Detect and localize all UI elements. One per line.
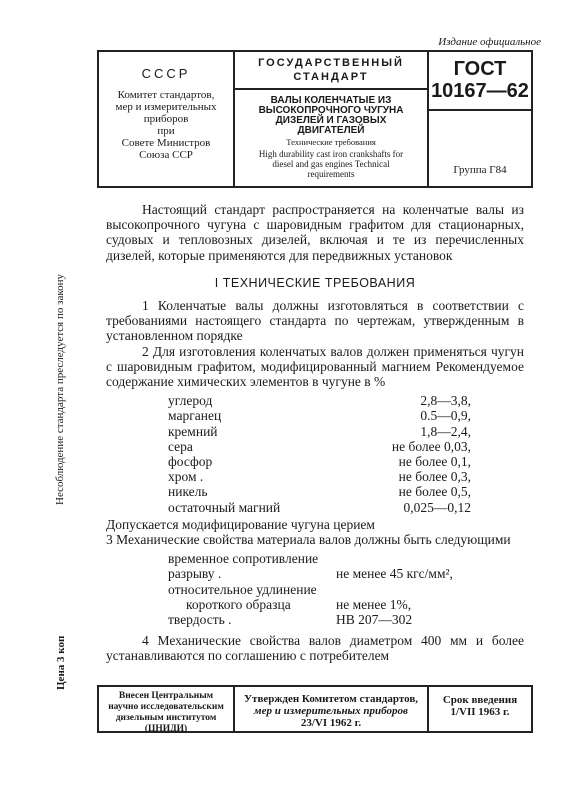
issuer-cell [99,52,235,186]
group-code: Группа Г84 [453,164,507,176]
chem-row: хром . не более 0,3, [168,469,471,485]
item-2: 2 Для изготовления коленчатых валов должен применяться чугун с шаровидным графитом, модифицированный магнием Рекомендуемое содержание химических элементов в чугуне в % [106,343,524,390]
mech-row: твердость . НВ 207—302 [168,611,413,627]
chemistry-list [106,393,524,515]
item-1: 1 Коленчатые валы должны изготовляться в соответствии с требованиями настоящего стандарта по чертежам, утвержденным в установленном порядке [106,298,524,344]
intro-paragraph: Настоящий стандарт распространяется на коленчатые валы из высокопрочного чугуна с шаровидным графитом для стационарных, судовых и тепловозных дизелей, включая и те из перечисленных дизелей, которые применяются для передвижных установок [106,202,524,263]
edition-note: Издание официальное [438,36,541,48]
chem-row: остаточный магний 0,025—0,12 [168,499,471,515]
item-4: 4 Механические свойства валов диаметром 400 мм и более устанавливаются по соглашению с потребителем [106,633,524,664]
section-title: I ТЕХНИЧЕСКИЕ ТРЕБОВАНИЯ [214,275,416,290]
chem-row: никель не более 0,5, [168,484,471,500]
chem-row: углерод 2,8—3,8, [168,393,471,409]
chem-row: фосфор не более 0,1, [168,453,471,469]
document-body [106,202,524,663]
state-standard-label: ГОСУДАРСТВЕННЫЙ СТАНДАРТ [235,56,427,90]
chem-row: кремний 1,8—2,4, [168,423,471,439]
gost-label: ГОСТ [453,58,507,80]
side-legal-note: Несоблюдение стандарта преследуется по закону [54,274,66,505]
committee-name: Комитет стандартов, мер и измерительных приборов при Совете Министров Союза ССР [115,89,217,161]
standard-subtitle: Технические требования [286,137,376,147]
mechanical-list [106,551,524,627]
introduced-by-cell: Внесен Центральным научно исследовательским дизельным институтом (ЦНИДИ) [99,687,235,731]
ussr-label: СССР [141,66,191,81]
cerium-note: Допускается модифицирование чугуна церием [106,516,375,532]
item-3: 3 Механические свойства материала валов должны быть следующими [106,531,511,547]
approved-by-cell: Утвержден Комитетом стандартов, мер и измерительных приборов 23/VI 1962 г. [235,687,429,731]
standard-title-ru: ВАЛЫ КОЛЕНЧАТЫЕ ИЗ ВЫСОКОПРОЧНОГО ЧУГУНА ДИЗЕЛЕЙ И ГАЗОВЫХ ДВИГАТЕЛЕЙ [258,95,404,136]
mech-row: разрыву . не менее 45 кгс/мм², [168,566,453,582]
footer-table [97,685,533,733]
mech-row: короткого образца не менее 1%, [186,596,412,612]
title-cell [235,52,429,186]
chem-row: сера не более 0,03, [168,438,471,454]
gost-divider [429,109,531,111]
standard-title-en: High durability cast iron crankshafts for diesel and gas engines Technical requirements [258,149,404,179]
mech-row: временное сопротивление [168,551,319,567]
mech-row: относительное удлинение [168,581,317,597]
gost-cell [429,52,531,186]
chem-row: марганец 0.5—0,9, [168,408,471,424]
gost-number: 10167—62 [431,80,529,102]
header-table [97,50,533,188]
price-label: Цена 3 коп [55,635,67,690]
effective-date-cell: Срок введения 1/VII 1963 г. [442,694,518,718]
